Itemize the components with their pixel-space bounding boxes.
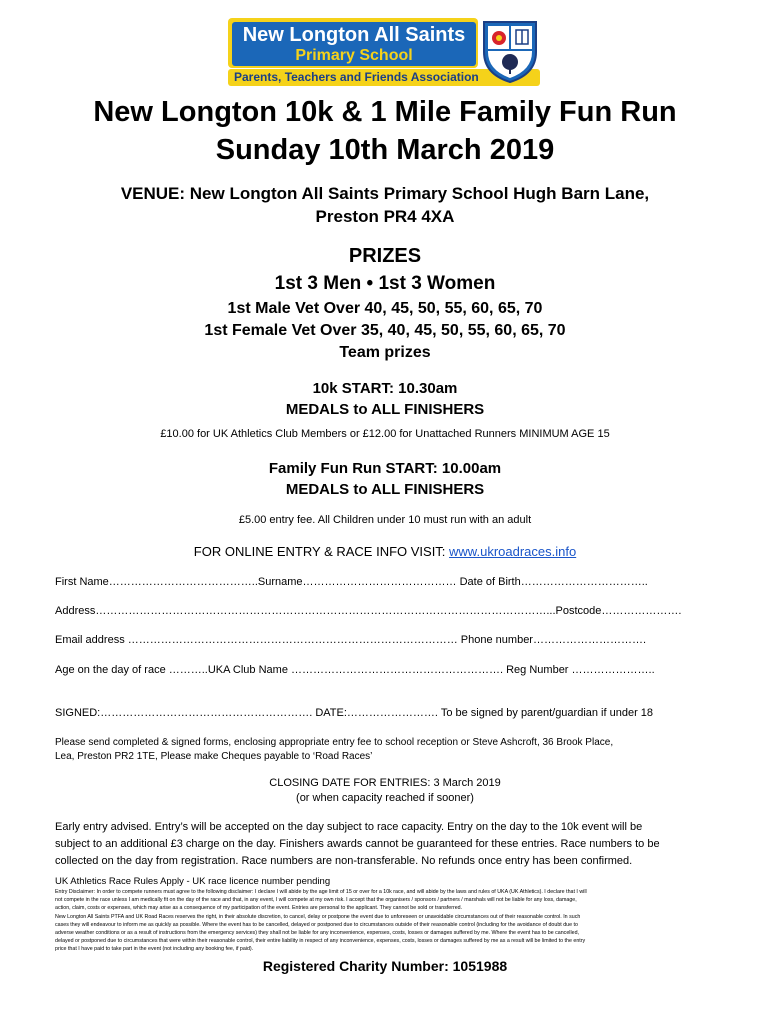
- race-rules-heading: UK Athletics Race Rules Apply - UK race licence number pending: [55, 876, 331, 887]
- charity-number: Registered Charity Number: 1051988: [262, 958, 508, 974]
- race-10k-start: 10k START: 10.30am: [312, 380, 458, 397]
- prizes-female-vet: 1st Female Vet Over 35, 40, 45, 50, 55, 60, 65, 70: [204, 322, 566, 339]
- school-crest-icon: [480, 18, 540, 84]
- send-instructions-2: Lea, Preston PR2 1TE, Please make Cheques payable to ‘Road Races’: [55, 751, 373, 762]
- online-entry-text: FOR ONLINE ENTRY & RACE INFO VISIT:: [193, 544, 450, 559]
- early-entry-line-1: Early entry advised. Entry’s will be accepted on the day subject to race capacity. Entry on the day to the 10k event will be: [55, 821, 643, 833]
- closing-date: CLOSING DATE FOR ENTRIES: 3 March 2019: [269, 777, 501, 789]
- disclaimer-line: Entry Disclaimer: In order to compete runners must agree to the following disclaimer: I declare I will abide by the age limit of 15 or over for a 10k race, and will abide by the laws and rules of UKA (UK Athletics). I declare that I will: [55, 889, 587, 895]
- closing-note: (or when capacity reached if sooner): [296, 792, 474, 804]
- online-entry-link[interactable]: www.ukroadraces.info: [449, 544, 577, 559]
- race-10k-fee: £10.00 for UK Athletics Club Members or £12.00 for Unattached Runners MINIMUM AGE 15: [160, 428, 610, 440]
- early-entry-line-2: subject to an additional £3 charge on the day. Finishers awards cannot be guaranteed for these entries. Race numbers to be: [55, 838, 660, 850]
- form-row-address[interactable]: Address……………………………………………………………………………………………………………...Postcode………………….: [55, 605, 682, 617]
- race-10k-medals: MEDALS to ALL FINISHERS: [285, 401, 485, 418]
- logo-panel: [228, 18, 478, 68]
- prizes-team: Team prizes: [339, 344, 431, 361]
- disclaimer-line: New Longton All Saints PTFA and UK Road Races reserves the right, in their absolute discretion, to cancel, delay or postpone the event due to unforeseen or unavoidable circumstances out of their reasonable control. In such: [55, 913, 581, 920]
- form-row-signature[interactable]: SIGNED:…………………………………………………. DATE:……………………. To be signed by parent/guardian if under 18: [55, 707, 654, 719]
- family-run-medals: MEDALS to ALL FINISHERS: [285, 481, 485, 498]
- online-entry: [0, 544, 770, 559]
- form-row-name[interactable]: First Name…………………………………..Surname…………………………………… Date of Birth……………………………..: [55, 576, 648, 588]
- early-entry-notice: [55, 819, 720, 870]
- event-date: Sunday 10th March 2019: [215, 134, 555, 166]
- venue-line-1: VENUE: New Longton All Saints Primary School Hugh Barn Lane,: [120, 184, 650, 203]
- event-title: New Longton 10k & 1 Mile Family Fun Run: [93, 96, 677, 128]
- logo-school-type: Primary School: [295, 47, 413, 64]
- logo-blue-panel: [232, 22, 476, 66]
- disclaimer-line: cases they will endeavour to inform me as quickly as possible. Where the event has to be cancelled, delayed or postponed due to circumstances outside of their reasonable control (including for the avoidance of doubt due to: [55, 921, 578, 928]
- logo-association-name: Parents, Teachers and Friends Association: [234, 70, 479, 84]
- family-run-fee: £5.00 entry fee. All Children under 10 must run with an adult: [238, 514, 532, 526]
- ptfa-logo: [228, 18, 544, 86]
- venue-line-2: Preston PR4 4XA: [315, 207, 455, 226]
- disclaimer-line: adverse weather conditions or as a result of instructions from the emergency services) they shall not be liable for any inconvenience, expenses, costs, losses or damages suffered by me. Where the event has to be cancelled,: [55, 930, 579, 937]
- family-run-start: Family Fun Run START: 10.00am: [268, 460, 502, 477]
- prizes-men-women: 1st 3 Men • 1st 3 Women: [274, 273, 496, 294]
- disclaimer-line: action, claim, costs or expenses, which may arise as a consequence of my participation of the event. Entries are personal to the applicant. They cannot be sold or transferred.: [55, 905, 463, 912]
- logo-school-name: New Longton All Saints: [242, 24, 466, 46]
- disclaimer-line: price that I have paid to take part in the event (not including any booking fee, if paid).: [55, 946, 254, 953]
- disclaimer-line: not compete in the race unless I am medically fit on the day of the race and that, in any event, I will compete at my own risk. I accept that the organisers / sponsors / partners / marshals will not be liable for any loss, damage,: [55, 897, 577, 904]
- disclaimer-line: delayed or postponed due to circumstances that were within their reasonable control, their entire liability in respect of any inconvenience, expenses, costs, losses or damages suffered by me as a result will be limited to the entry: [55, 938, 586, 945]
- early-entry-line-3: collected on the day from registration. Race numbers are non-transferable. No refunds once entry has been confirmed.: [55, 855, 633, 867]
- form-row-club[interactable]: Age on the day of race ………..UKA Club Name …………………………………………………. Reg Number …………………..: [55, 664, 655, 676]
- entry-disclaimer: [55, 888, 717, 954]
- prizes-male-vet: 1st Male Vet Over 40, 45, 50, 55, 60, 65, 70: [227, 300, 543, 317]
- form-row-contact[interactable]: Email address ……………………………………………………………………………… Phone number………………………….: [55, 634, 647, 646]
- send-instructions-1: Please send completed & signed forms, enclosing appropriate entry fee to school reception or Steve Ashcroft, 36 Brook Place,: [55, 737, 614, 748]
- prizes-heading: PRIZES: [348, 245, 422, 267]
